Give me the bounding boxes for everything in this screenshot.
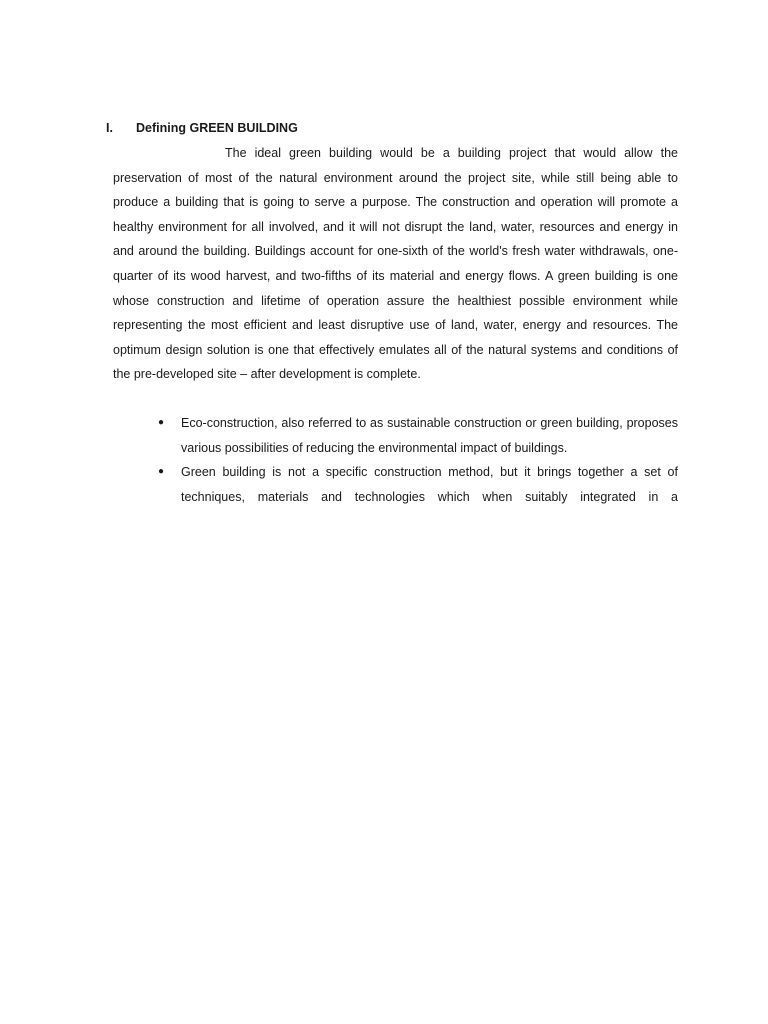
section-heading: [106, 118, 298, 138]
bullet-icon: ●: [158, 466, 165, 478]
section-title: Defining GREEN BUILDING: [136, 121, 298, 135]
list-item: [113, 411, 678, 460]
bullet-icon: ●: [158, 417, 165, 428]
section-number: I.: [106, 121, 113, 135]
bullet-list: [113, 411, 678, 509]
list-item: [113, 460, 678, 509]
bullet-text: Eco-construction, also referred to as sustainable construction or green building, proposes various possibilities of reducing the environmental impact of buildings.: [181, 416, 678, 455]
bullet-text: Green building is not a specific construction method, but it brings together a set of techniques, materials and technologies which when suitably integrated in a: [181, 465, 678, 504]
body-paragraph: The ideal green building would be a building project that would allow the preservation of most of the natural environment around the project site, while still being able to produce a building that is going to serve a purpose. The construction and operation will promote a healthy environment for all involved, and it will not disrupt the land, water, resources and energy in and around the building. Buildings account for one-sixth of the world's fresh water withdrawals, one-quarter of its wood harvest, and two-fifths of its material and energy flows. A green building is one whose construction and lifetime of operation assure the healthiest possible environment while representing the most efficient and least disruptive use of land, water, energy and resources. The optimum design solution is one that effectively emulates all of the natural systems and conditions of the pre-developed site – after development is complete.: [113, 146, 678, 382]
